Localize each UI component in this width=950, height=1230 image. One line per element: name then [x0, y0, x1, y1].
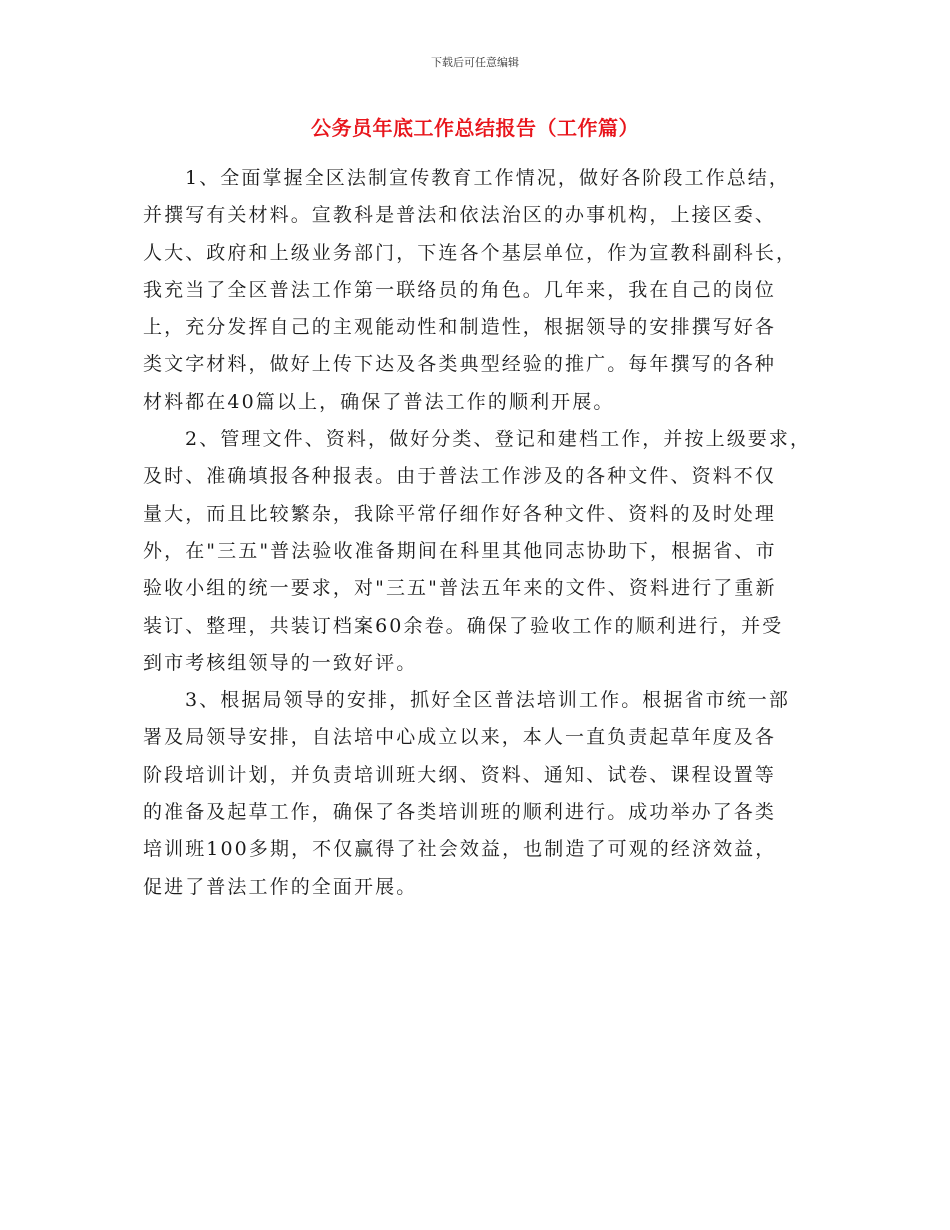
paragraph-1-line: 上，充分发挥自己的主观能动性和制造性，根据领导的安排撰写好各 [143, 316, 777, 339]
paragraph-1-line: 材料都在40篇以上，确保了普法工作的顺利开展。 [143, 390, 615, 413]
paragraph-1-line: 我充当了全区普法工作第一联络员的角色。几年来，我在自己的岗位 [143, 278, 777, 301]
paragraph-1-line: 1、全面掌握全区法制宣传教育工作情况，做好各阶段工作总结， [185, 167, 790, 189]
paragraph-3-line: 阶段培训计划，并负责培训班大纲、资料、通知、试卷、课程设置等 [143, 763, 777, 786]
paragraph-3-line: 署及局领导安排，自法培中心成立以来，本人一直负责起草年度及各 [143, 726, 777, 749]
document-title: 公务员年底工作总结报告（工作篇） [311, 116, 639, 140]
paragraph-2-line: 量大，而且比较繁杂，我除平常仔细作好各种文件、资料的及时处理 [143, 502, 777, 525]
paragraph-2-line: 验收小组的统一要求，对"三五"普法五年来的文件、资料进行了重新 [143, 577, 777, 600]
document-body [143, 160, 823, 906]
paragraph-2-line: 到市考核组领导的一致好评。 [143, 651, 418, 674]
page-header-note: 下载后可任意编辑 [431, 56, 519, 69]
paragraph-3-line: 3、根据局领导的安排，抓好全区普法培训工作。根据省市统一部 [185, 689, 790, 712]
paragraph-2-line: 2、管理文件、资料，做好分类、登记和建档工作，并按上级要求， [185, 428, 812, 451]
paragraph-1-line: 并撰写有关材料。宣教科是普法和依法治区的办事机构，上接区委、 [143, 204, 777, 227]
paragraph-1-line: 人大、政府和上级业务部门，下连各个基层单位，作为宣教科副科长， [143, 241, 798, 264]
paragraph-3-line: 培训班100多期，不仅赢得了社会效益，也制造了可观的经济效益， [143, 838, 777, 861]
paragraph-3-line: 的准备及起草工作，确保了各类培训班的顺利进行。成功举办了各类 [143, 801, 777, 824]
paragraph-2-line: 外，在"三五"普法验收准备期间在科里其他同志协助下，根据省、市 [143, 539, 777, 562]
paragraph-2-line: 装订、整理，共装订档案60余卷。确保了验收工作的顺利进行，并受 [143, 614, 784, 637]
paragraph-1-line: 类文字材料，做好上传下达及各类典型经验的推广。每年撰写的各种 [143, 353, 777, 376]
paragraph-3-line: 促进了普法工作的全面开展。 [143, 875, 418, 898]
paragraph-2-line: 及时、准确填报各种报表。由于普法工作涉及的各种文件、资料不仅 [143, 465, 777, 488]
